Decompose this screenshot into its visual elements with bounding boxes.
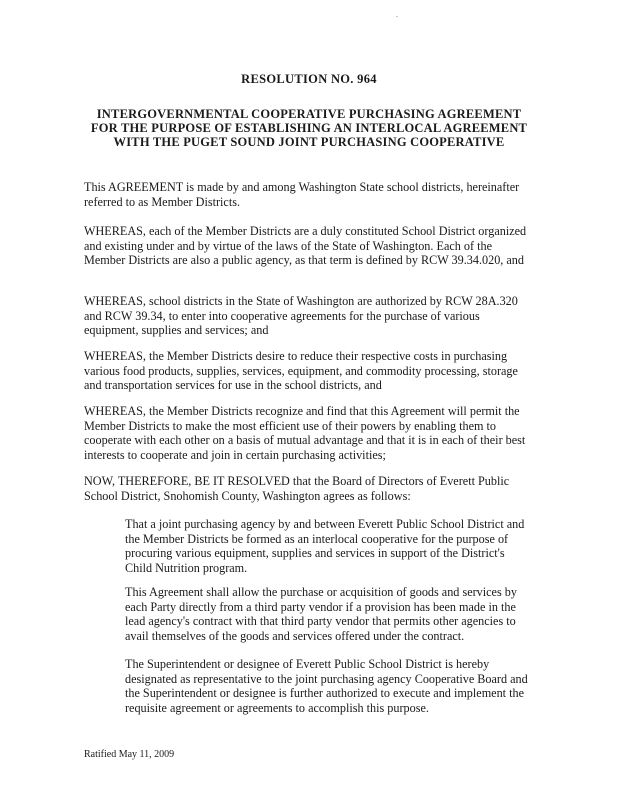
whereas-paragraph-1: WHEREAS, each of the Member Districts are a duly constituted School District organized and existing under and by virtue of the laws of the State of Washington. Each of the Member Districts are also a public agency, as that term is defined by RCW 39.34.020, and: [84, 224, 527, 268]
resolution-item-1: That a joint purchasing agency by and between Everett Public School District and the Member Districts be formed as an interlocal cooperative for the purpose of procuring various equipment, supplies and services in support of the District's Child Nutrition program.: [125, 517, 525, 575]
page-mark: .: [396, 10, 398, 19]
resolution-item-2: This Agreement shall allow the purchase or acquisition of goods and services by each Party directly from a third party vendor if a provision has been made in the lead agency's contract with that third party vendor that permits other agencies to avail themselves of the goods and services offered under the contract.: [125, 585, 517, 643]
whereas-paragraph-3: WHEREAS, the Member Districts desire to reduce their respective costs in purchasing various food products, supplies, services, equipment, and commodity processing, storage and transportation services for use in the school districts, and: [84, 349, 518, 393]
heading-line-2: FOR THE PURPOSE OF ESTABLISHING AN INTERLOCAL AGREEMENT: [90, 121, 528, 135]
whereas-paragraph-2: WHEREAS, school districts in the State of Washington are authorized by RCW 28A.320 and RCW 39.34, to enter into cooperative agreements for the purchase of various equipment, supplies and services; and: [84, 294, 518, 338]
agreement-heading: [70, 107, 548, 149]
resolution-title: RESOLUTION NO. 964: [241, 72, 377, 86]
whereas-paragraph-4: WHEREAS, the Member Districts recognize and find that this Agreement will permit the Member Districts to make the most efficient use of their powers by enabling them to cooperate with each other on a basis of mutual advantage and that it is in each of their best interests to cooperate and join in certain purchasing activities;: [84, 404, 526, 462]
resolution-item-3: The Superintendent or designee of Everett Public School District is hereby designated as representative to the joint purchasing agency Cooperative Board and the Superintendent or designee is further authorized to execute and implement the requisite agreement or agreements to accomplish this purpose.: [125, 657, 528, 715]
heading-line-3: WITH THE PUGET SOUND JOINT PURCHASING COOPERATIVE: [113, 135, 505, 149]
resolved-paragraph: NOW, THEREFORE, BE IT RESOLVED that the Board of Directors of Everett Public School District, Snohomish County, Washington agrees as follows:: [84, 474, 510, 503]
ratified-date: Ratified May 11, 2009: [84, 749, 175, 760]
intro-paragraph: This AGREEMENT is made by and among Washington State school districts, hereinafter referred to as Member Districts.: [84, 180, 520, 209]
heading-line-1: INTERGOVERNMENTAL COOPERATIVE PURCHASING AGREEMENT: [96, 107, 522, 121]
